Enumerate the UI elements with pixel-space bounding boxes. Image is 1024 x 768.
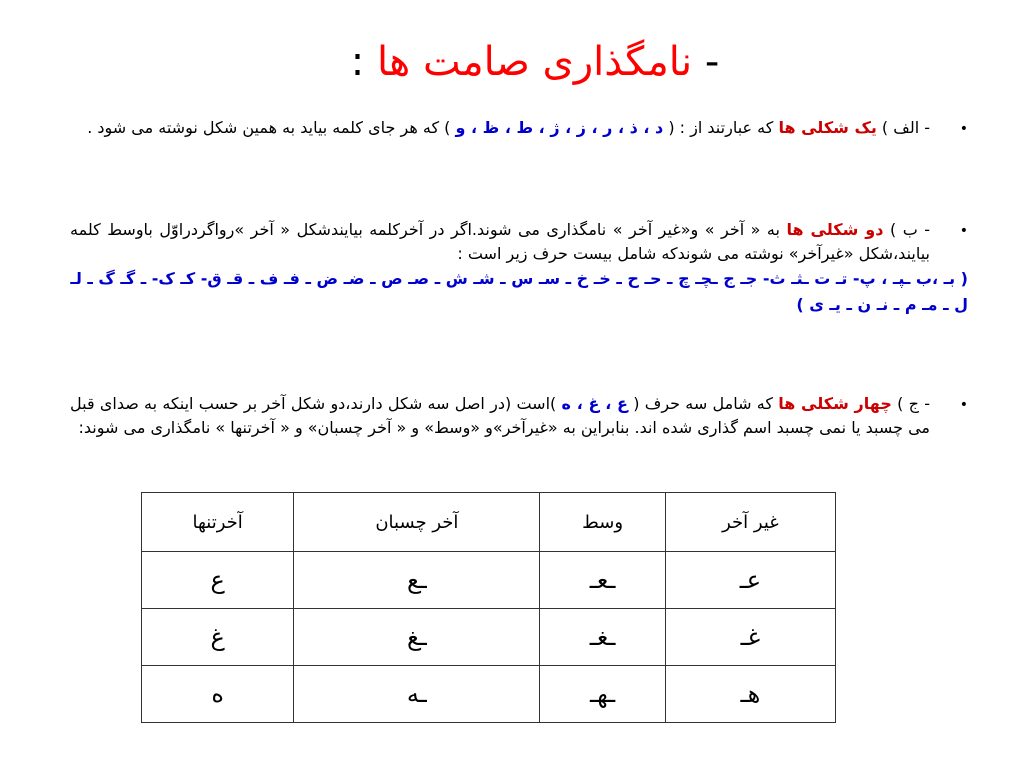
table-cell: عـ xyxy=(665,552,835,609)
bullet-dot: • xyxy=(959,121,968,137)
bullet-three-prefix: - ج ) xyxy=(897,394,930,413)
table-row xyxy=(142,552,836,609)
table-header-cell: آخر چسبان xyxy=(294,493,540,552)
table-cell: هـ xyxy=(665,666,835,723)
table-cell: ـغـ xyxy=(540,609,665,666)
table-row xyxy=(142,666,836,723)
bullet-one-prefix: - الف ) xyxy=(881,118,930,137)
table-cell: غـ xyxy=(665,609,835,666)
table-cell: غ xyxy=(142,609,294,666)
table-row xyxy=(142,609,836,666)
table-header-row xyxy=(142,493,836,552)
bullet-three-mid: که شامل سه حرف ( xyxy=(633,394,773,413)
bullet-one-suffix: ) که هر جای کلمه بیاید به همین شکل نوشته می شود . xyxy=(87,118,451,137)
bullet-one-shape xyxy=(70,116,968,140)
title-text: نامگذاری صامت ها xyxy=(376,39,693,85)
table-header-cell: آخرتنها xyxy=(142,493,294,552)
table-header-cell: وسط xyxy=(540,493,665,552)
bullet-two-shapes xyxy=(70,218,968,318)
bullet-three-emphasis: چهار شکلی ها xyxy=(778,394,892,413)
bullet-one-emphasis: یک شکلی ها xyxy=(778,118,877,137)
bullet-two-emphasis: دو شکلی ها xyxy=(786,220,884,239)
bullet-one-text xyxy=(70,116,930,140)
bullet-two-text xyxy=(70,218,930,266)
table-cell: ـع xyxy=(294,552,540,609)
bullet-one-mid: که عبارتند از : ( xyxy=(668,118,774,137)
bullet-two-letters: ( بـ ،ب ـپـ ، پ- تـ ت ـثـ ث- جـ ج ـچـ چ ـ حـ ح ـ خـ خ ـ سـ س ـ شـ ش ـ صـ ص ـ ضـ ض ـ فـ ف ـ قـ ق- کـ ک- ـ گـ گ ـ لـ ل ـ مـ م ـ نـ ن ـ یـ ی ) xyxy=(70,269,968,314)
table-cell: ـه xyxy=(294,666,540,723)
table-cell: ـغ xyxy=(294,609,540,666)
bullet-dot: • xyxy=(959,397,968,413)
bullet-two-prefix: - ب ) xyxy=(889,220,931,239)
table-header-cell: غیر آخر xyxy=(665,493,835,552)
bullet-two-rest: به « آخر » و«غیر آخر » نامگذاری می شوند.اگر در آخرکلمه بیایندشکل « آخر »رواگردراوّل باوسط کلمه بیایند،شکل «غیرآخر» نوشته می شوندکه شامل بیست حرف زیر است : xyxy=(70,220,930,263)
table-cell: ـهـ xyxy=(540,666,665,723)
bullet-three-letters: ع ، غ ، ه xyxy=(561,394,628,413)
table-cell: ه xyxy=(142,666,294,723)
bullet-dot: • xyxy=(959,223,968,239)
slide-title xyxy=(300,32,770,92)
bullet-three-rest: )است (در اصل سه شکل دارند،دو شکل آخر بر حسب اینکه به صدای قبل می چسبد یا نمی چسبد اسم گذاری شده اند. بنابراین به «غیرآخر»و «وسط» و « آخر چسبان» و « آخرتنها » نامگذاری می شوند: xyxy=(70,394,930,437)
letter-forms-table xyxy=(141,492,836,723)
table-cell: ـعـ xyxy=(540,552,665,609)
title-colon: : xyxy=(350,39,365,85)
bullet-four-shapes xyxy=(70,392,968,440)
bullet-three-text xyxy=(70,392,930,440)
title-dash: - xyxy=(704,39,720,85)
bullet-one-letters: د ، ذ ، ر ، ز ، ژ ، ط ، ظ ، و xyxy=(455,118,664,137)
table-cell: ع xyxy=(142,552,294,609)
